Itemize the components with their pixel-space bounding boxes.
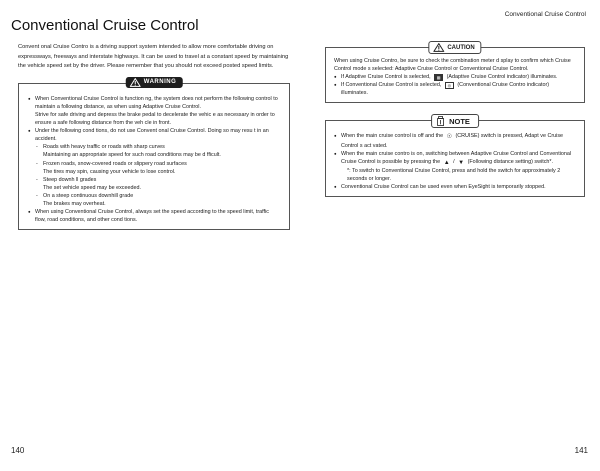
caution-box — [325, 44, 585, 103]
caution-item: ● If Conventional Cruise Control is selected, ◎ (Conventional Cruise Contro indicator) illuminates. — [334, 81, 576, 97]
warning-triangle-icon — [130, 78, 141, 87]
footnote: *: To switch to Conventional Cruise Control, press and hold the switch for approximately 2 seconds or longer. — [347, 167, 561, 182]
distance-setting-decrease-icon: ▼ — [458, 159, 465, 166]
conventional-cruise-indicator-icon: ◎ — [445, 82, 454, 89]
note-box — [325, 116, 585, 197]
caution-label-text: CAUTION — [447, 44, 475, 51]
caution-label — [428, 41, 481, 54]
page-number-left: 140 — [11, 446, 25, 455]
right-column — [325, 44, 585, 197]
warning-item: ● When Conventional Cruise Control is function ng, the system does not perform the following control to maintain a following distance, as when using Adaptive Cruise Control. Strive for safe driving and depress the brake pedal to decelerate the vehic e as necessary in order to ensure a safe following distance from the veh cle in front. — [28, 95, 281, 127]
distance-setting-increase-icon: ▲ — [443, 159, 450, 166]
note-label-text: NOTE — [449, 116, 470, 126]
caution-intro: When using Cruise Contro, be sure to check the combination meter d splay to confirm which Cruise Control mode s selected: Adaptive Cruise Control or Conventional Cruise Control. — [334, 58, 571, 73]
cruise-switch-icon: ☉ — [446, 134, 452, 141]
note-item: ● When the main cruise control is off and the ☉ (CRUISE) switch is pressed, Adapt ve Cruise Control s act vated. — [334, 132, 576, 149]
warning-item: ● Under the following cond tions, do not use Convent onal Cruise Control. Doing so may resu t in an accident. - Roads with heavy traffic or roads with sharp curves Maintaining an appropriate speed for such road conditions may be d fficult. - Frozen roads, snow-covered roads or slippery road surfaces The tires may spin, causing your vehicle to lose control. - Steep downh ll grades The set vehicle speed may be exceeded. - On a steep continuous downhill grade The brakes may overheat. — [28, 127, 281, 208]
condition-item: - Steep downh ll grades The set vehicle speed may be exceeded. — [35, 176, 281, 192]
condition-item: - Frozen roads, snow-covered roads or slippery road surfaces The tires may spin, causing your vehicle to lose control. — [35, 160, 281, 176]
caution-item: ● If Adaptive Cruise Control is selected, ▦ (Adaptive Cruise Control indicator) illuminates. — [334, 73, 576, 81]
page-number-right: 141 — [574, 446, 588, 455]
condition-item: - On a steep continuous downhill grade The brakes may overheat. — [35, 192, 281, 208]
intro-paragraph: Convent onal Cruise Contro is a driving support system intended to allow more comfortable driving on expressways, freeways and interstate highways. It can be used to travel at a constant speed by maintaining the vehicle speed set by the driver. Please remember that you should not exceed posted speed limits. — [18, 44, 289, 70]
note-icon — [436, 116, 445, 126]
note-item: ● Conventional Cruise Control can be used even when EyeSight is temporarily stopped. — [334, 183, 576, 191]
note-label — [431, 114, 479, 128]
caution-triangle-icon — [433, 43, 444, 52]
page-title: Conventional Cruise Control — [11, 17, 199, 34]
left-column — [18, 43, 290, 230]
condition-item: - Roads with heavy traffic or roads with sharp curves Maintaining an appropriate speed for such road conditions may be d fficult. — [35, 143, 281, 159]
warning-label-text: WARNING — [143, 79, 177, 86]
warning-label — [126, 77, 183, 88]
warning-item: ● When using Conventional Cruise Control, always set the speed according to the speed limit, traffic flow, road conditions, and other cond tions. — [28, 208, 281, 224]
adaptive-cruise-indicator-icon: ▦ — [434, 74, 443, 81]
running-header: Conventional Cruise Control — [504, 11, 586, 18]
warning-box — [18, 79, 290, 231]
note-item: ● When the main cruise contro is on, switching between Adaptive Cruise Control and Conventional Cruise Control is possible by pressing the ▲ / ▼ (Following distance setting) switch*. *: To switch to Conventional Cruise Control, press and hold the switch for approximately 2 seconds or longer. — [334, 150, 576, 183]
